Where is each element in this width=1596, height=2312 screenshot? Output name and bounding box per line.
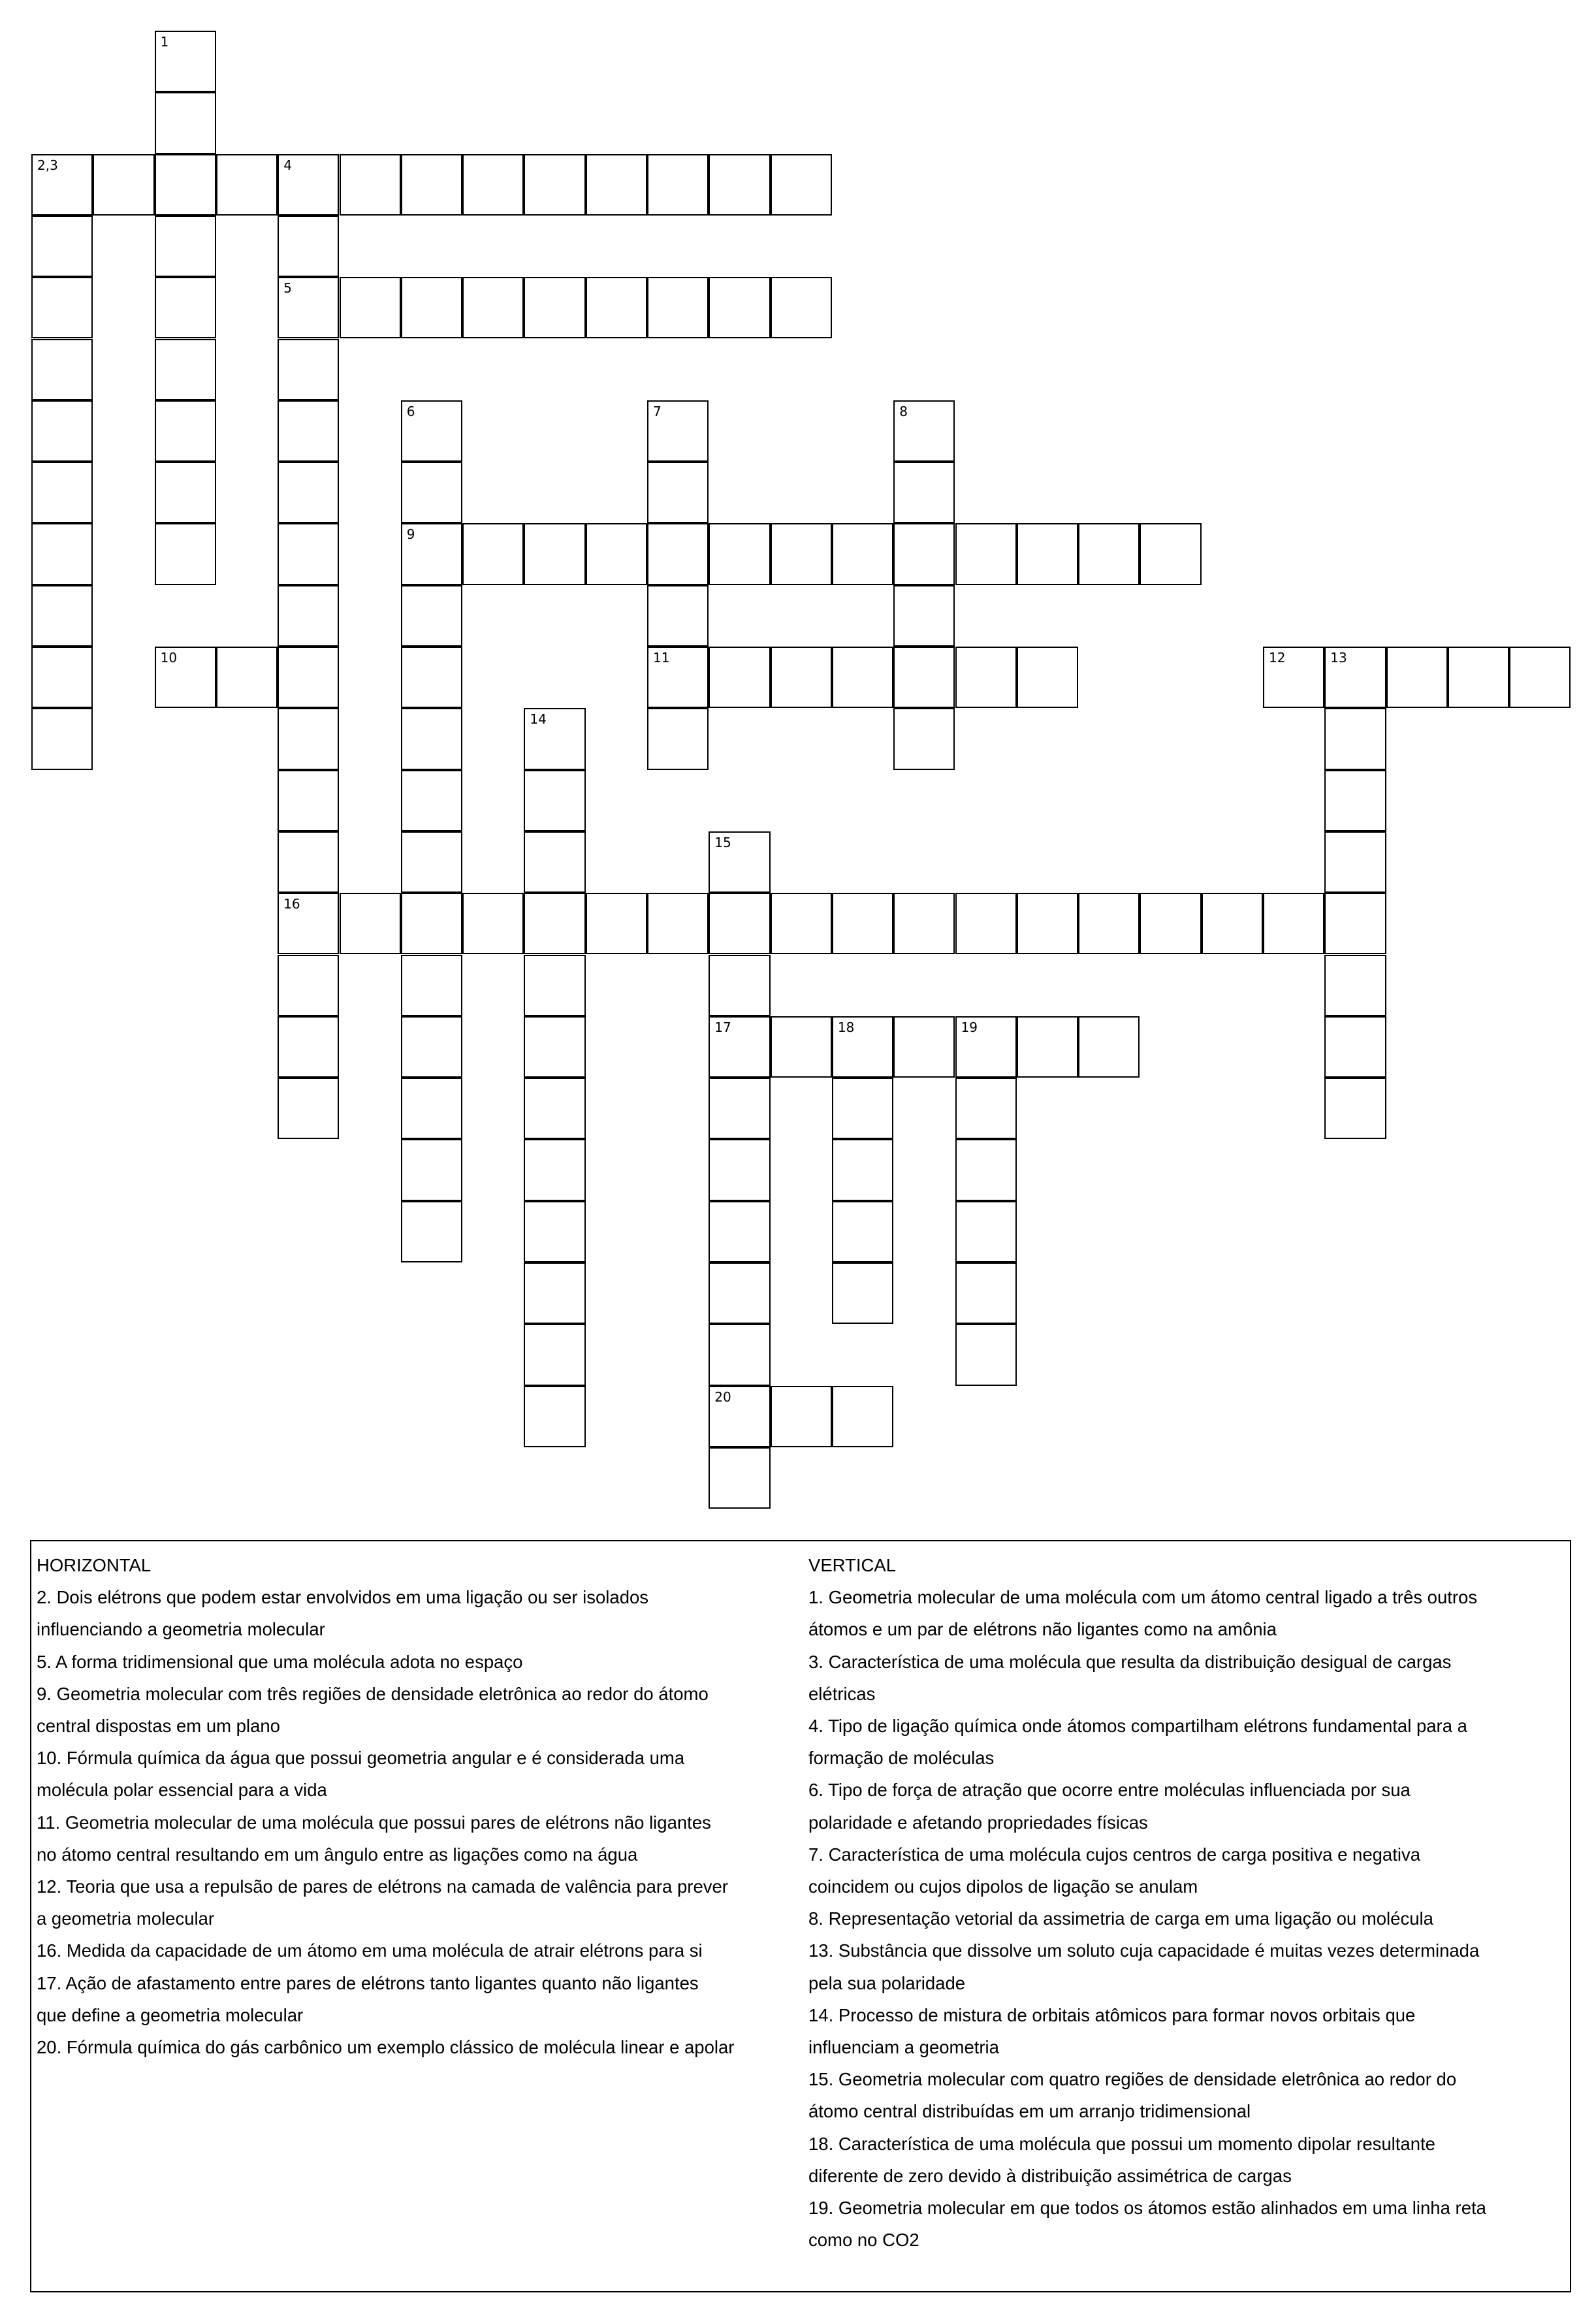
clue-line: 19. Geometria molecular em que todos os átomos estão alinhados em uma linha reta <box>808 2198 1486 2219</box>
clue-line: 2. Dois elétrons que podem estar envolvidos em uma ligação ou ser isolados <box>37 1587 649 1608</box>
grid-cell[interactable] <box>647 893 709 954</box>
grid-cell[interactable] <box>524 1201 585 1262</box>
grid-cell[interactable] <box>955 893 1017 954</box>
grid-cell[interactable] <box>278 462 339 523</box>
grid-cell[interactable] <box>278 647 339 708</box>
clue-number: 17 <box>714 1019 731 1035</box>
clue-line: 14. Processo de mistura de orbitais atômicos para formar novos orbitais que <box>808 2004 1416 2025</box>
grid-cell[interactable] <box>955 1078 1017 1139</box>
clue-line: diferente de zero devido à distribuição assimétrica de cargas <box>808 2165 1292 2186</box>
clues-box <box>30 1540 1571 2292</box>
grid-cell[interactable] <box>1324 708 1386 769</box>
grid-cell[interactable] <box>278 831 339 893</box>
grid-cell[interactable] <box>524 1262 585 1324</box>
clue-line: como no CO2 <box>808 2230 919 2251</box>
grid-cell[interactable] <box>31 647 93 708</box>
grid-cell[interactable] <box>278 277 339 338</box>
clue-line: 20. Fórmula química do gás carbônico um exemplo clássico de molécula linear e apolar <box>37 2037 735 2058</box>
grid-cell[interactable] <box>893 893 955 954</box>
grid-cell[interactable] <box>1386 647 1448 708</box>
grid-cell[interactable] <box>955 1139 1017 1200</box>
grid-cell[interactable] <box>1509 647 1571 708</box>
grid-cell[interactable] <box>709 523 770 585</box>
clue-line: formação de moléculas <box>808 1748 995 1769</box>
vertical-clues <box>808 1549 1566 2256</box>
grid-cell[interactable] <box>647 277 709 338</box>
clue-line: 18. Característica de uma molécula que possui um momento dipolar resultante <box>808 2133 1435 2154</box>
clue-line: 8. Representação vetorial da assimetria de carga em uma ligação ou molécula <box>808 1908 1433 1929</box>
grid-cell[interactable] <box>1078 523 1140 585</box>
clue-number: 14 <box>530 711 547 728</box>
clue-number: 6 <box>406 403 415 419</box>
grid-cell[interactable] <box>31 277 93 338</box>
grid-cell[interactable] <box>340 277 401 338</box>
clue-line: 1. Geometria molecular de uma molécula com um átomo central ligado a três outros <box>808 1587 1478 1608</box>
grid-cell[interactable] <box>1324 955 1386 1016</box>
clue-line: que define a geometria molecular <box>37 2004 304 2025</box>
clue-line: 15. Geometria molecular com quatro regiões de densidade eletrônica ao redor do <box>808 2069 1457 2090</box>
grid-cell[interactable] <box>278 1016 339 1078</box>
clue-line: 12. Teoria que usa a repulsão de pares de elétrons na camada de valência para prever <box>37 1876 728 1897</box>
grid-cell[interactable] <box>401 523 462 585</box>
grid-cell[interactable] <box>340 893 401 954</box>
grid-cell[interactable] <box>893 585 955 647</box>
grid-cell[interactable] <box>771 277 832 338</box>
clue-line: influenciando a geometria molecular <box>37 1619 325 1640</box>
clue-number: 2,3 <box>37 157 58 173</box>
clue-line: 10. Fórmula química da água que possui geometria angular e é considerada uma <box>37 1748 685 1769</box>
grid-cell[interactable] <box>278 893 339 954</box>
grid-cell[interactable] <box>524 708 585 769</box>
grid-cell[interactable] <box>709 1016 770 1078</box>
grid-cell[interactable] <box>1140 893 1201 954</box>
grid-cell[interactable] <box>647 462 709 523</box>
grid-cell[interactable] <box>647 154 709 216</box>
grid-cell[interactable] <box>1324 1078 1386 1139</box>
grid-cell[interactable] <box>524 1016 585 1078</box>
grid-cell[interactable] <box>401 585 462 647</box>
grid-cell[interactable] <box>216 647 278 708</box>
grid-cell[interactable] <box>401 154 462 216</box>
clue-line: polaridade e afetando propriedades físicas <box>808 1812 1148 1833</box>
grid-cell[interactable] <box>832 1201 893 1262</box>
grid-cell[interactable] <box>278 585 339 647</box>
clue-line: coincidem ou cujos dipolos de ligação se anulam <box>808 1876 1198 1897</box>
clue-line: 13. Substância que dissolve um soluto cuja capacidade é muitas vezes determinada <box>808 1940 1480 1961</box>
grid-cell[interactable] <box>524 770 585 831</box>
grid-cell[interactable] <box>955 523 1017 585</box>
grid-cell[interactable] <box>155 277 216 338</box>
clue-line: 9. Geometria molecular com três regiões de densidade eletrônica ao redor do átomo <box>37 1683 709 1704</box>
grid-cell[interactable] <box>647 708 709 769</box>
grid-cell[interactable] <box>1017 1016 1078 1078</box>
clue-number: 7 <box>653 403 662 419</box>
grid-cell[interactable] <box>1202 893 1263 954</box>
grid-cell[interactable] <box>586 523 647 585</box>
grid-cell[interactable] <box>31 154 93 216</box>
clue-line: 6. Tipo de força de atração que ocorre entre moléculas influenciada por sua <box>808 1780 1411 1801</box>
clue-number: 13 <box>1330 650 1347 666</box>
grid-cell[interactable] <box>1140 523 1201 585</box>
grid-cell[interactable] <box>832 893 893 954</box>
grid-cell[interactable] <box>709 1201 770 1262</box>
grid-cell[interactable] <box>1263 893 1324 954</box>
grid-cell[interactable] <box>955 647 1017 708</box>
grid-cell[interactable] <box>155 216 216 277</box>
grid-cell[interactable] <box>709 1447 770 1509</box>
grid-cell[interactable] <box>1017 523 1078 585</box>
grid-cell[interactable] <box>709 1139 770 1200</box>
clue-line: átomo central distribuídas em um arranjo tridimensional <box>808 2101 1251 2122</box>
grid-cell[interactable] <box>1324 893 1386 954</box>
grid-cell[interactable] <box>278 955 339 1016</box>
clue-line: 3. Característica de uma molécula que resulta da distribuição desigual de cargas <box>808 1651 1452 1672</box>
grid-cell[interactable] <box>647 647 709 708</box>
grid-cell[interactable] <box>586 154 647 216</box>
grid-cell[interactable] <box>401 955 462 1016</box>
clue-number: 9 <box>406 526 415 543</box>
clue-number: 12 <box>1269 650 1286 666</box>
grid-cell[interactable] <box>401 400 462 462</box>
clue-line: átomos e um par de elétrons não ligantes como na amônia <box>808 1619 1277 1640</box>
grid-cell[interactable] <box>462 154 524 216</box>
grid-cell[interactable] <box>155 31 216 92</box>
grid-cell[interactable] <box>524 154 585 216</box>
grid-cell[interactable] <box>955 1262 1017 1324</box>
horizontal-clues <box>37 1549 801 2063</box>
clue-number: 20 <box>714 1389 731 1405</box>
grid-cell[interactable] <box>1078 1016 1140 1078</box>
clue-line: 4. Tipo de ligação química onde átomos compartilham elétrons fundamental para a <box>808 1716 1467 1737</box>
grid-cell[interactable] <box>709 1262 770 1324</box>
grid-cell[interactable] <box>401 1201 462 1262</box>
grid-cell[interactable] <box>832 647 893 708</box>
clue-number: 18 <box>837 1019 855 1035</box>
clue-line: 7. Característica de uma molécula cujos centros de carga positiva e negativa <box>808 1844 1421 1865</box>
grid-cell[interactable] <box>832 1016 893 1078</box>
grid-cell[interactable] <box>401 1139 462 1200</box>
grid-cell[interactable] <box>216 154 278 216</box>
clue-line: 16. Medida da capacidade de um átomo em uma molécula de atrair elétrons para si <box>37 1940 703 1961</box>
grid-cell[interactable] <box>155 339 216 400</box>
clue-line: molécula polar essencial para a vida <box>37 1780 327 1801</box>
grid-cell[interactable] <box>462 893 524 954</box>
grid-cell[interactable] <box>832 523 893 585</box>
grid-cell[interactable] <box>1017 647 1078 708</box>
grid-cell[interactable] <box>524 955 585 1016</box>
clue-number: 8 <box>899 403 908 419</box>
grid-cell[interactable] <box>1324 770 1386 831</box>
grid-cell[interactable] <box>401 647 462 708</box>
grid-cell[interactable] <box>31 216 93 277</box>
grid-cell[interactable] <box>709 647 770 708</box>
clue-number: 11 <box>653 650 670 666</box>
clue-number: 19 <box>961 1019 978 1035</box>
grid-cell[interactable] <box>155 400 216 462</box>
clue-line: influenciam a geometria <box>808 2037 999 2058</box>
grid-cell[interactable] <box>155 154 216 216</box>
grid-cell[interactable] <box>893 647 955 708</box>
grid-cell[interactable] <box>586 893 647 954</box>
grid-cell[interactable] <box>31 400 93 462</box>
grid-cell[interactable] <box>401 893 462 954</box>
grid-cell[interactable] <box>401 277 462 338</box>
grid-cell[interactable] <box>893 462 955 523</box>
grid-cell[interactable] <box>31 523 93 585</box>
grid-cell[interactable] <box>31 585 93 647</box>
clue-number: 15 <box>714 834 731 850</box>
grid-cell[interactable] <box>155 647 216 708</box>
grid-cell[interactable] <box>524 1386 585 1447</box>
clue-line: central dispostas em um plano <box>37 1716 280 1737</box>
clue-heading: HORIZONTAL <box>37 1555 152 1575</box>
grid-cell[interactable] <box>401 770 462 831</box>
grid-cell[interactable] <box>893 1016 955 1078</box>
clue-line: pela sua polaridade <box>808 1972 966 1993</box>
grid-cell[interactable] <box>401 1078 462 1139</box>
grid-cell[interactable] <box>462 277 524 338</box>
grid-cell[interactable] <box>401 1016 462 1078</box>
grid-cell[interactable] <box>278 523 339 585</box>
grid-cell[interactable] <box>832 1078 893 1139</box>
grid-cell[interactable] <box>401 708 462 769</box>
grid-cell[interactable] <box>771 154 832 216</box>
grid-cell[interactable] <box>524 1078 585 1139</box>
grid-cell[interactable] <box>278 339 339 400</box>
clue-line: 11. Geometria molecular de uma molécula que possui pares de elétrons não ligantes <box>37 1812 711 1833</box>
grid-cell[interactable] <box>955 1201 1017 1262</box>
grid-cell[interactable] <box>524 523 585 585</box>
grid-cell[interactable] <box>524 893 585 954</box>
grid-cell[interactable] <box>278 154 339 216</box>
grid-cell[interactable] <box>31 339 93 400</box>
grid-cell[interactable] <box>709 154 770 216</box>
grid-cell[interactable] <box>1448 647 1509 708</box>
grid-cell[interactable] <box>462 523 524 585</box>
clue-line: 17. Ação de afastamento entre pares de elétrons tanto ligantes quanto não ligantes <box>37 1972 699 1993</box>
grid-cell[interactable] <box>278 216 339 277</box>
grid-cell[interactable] <box>155 523 216 585</box>
grid-cell[interactable] <box>771 647 832 708</box>
grid-cell[interactable] <box>647 523 709 585</box>
grid-cell[interactable] <box>709 1386 770 1447</box>
grid-cell[interactable] <box>524 1139 585 1200</box>
grid-cell[interactable] <box>155 92 216 153</box>
grid-cell[interactable] <box>709 893 770 954</box>
grid-cell[interactable] <box>524 277 585 338</box>
clue-number: 4 <box>283 157 292 173</box>
grid-cell[interactable] <box>832 1139 893 1200</box>
grid-cell[interactable] <box>709 1078 770 1139</box>
grid-cell[interactable] <box>647 585 709 647</box>
grid-cell[interactable] <box>771 1016 832 1078</box>
grid-cell[interactable] <box>893 523 955 585</box>
clue-line: no átomo central resultando em um ângulo entre as ligações como na água <box>37 1844 638 1865</box>
grid-cell[interactable] <box>647 400 709 462</box>
grid-cell[interactable] <box>771 523 832 585</box>
grid-cell[interactable] <box>709 831 770 893</box>
grid-cell[interactable] <box>1324 831 1386 893</box>
grid-cell[interactable] <box>832 1262 893 1324</box>
clue-line: a geometria molecular <box>37 1908 215 1929</box>
clue-number: 10 <box>160 650 178 666</box>
grid-cell[interactable] <box>278 770 339 831</box>
grid-cell[interactable] <box>401 462 462 523</box>
grid-cell[interactable] <box>1078 893 1140 954</box>
grid-cell[interactable] <box>1017 893 1078 954</box>
grid-cell[interactable] <box>955 1016 1017 1078</box>
grid-cell[interactable] <box>278 1078 339 1139</box>
grid-cell[interactable] <box>340 154 401 216</box>
grid-cell[interactable] <box>524 1324 585 1385</box>
clue-line: elétricas <box>808 1683 876 1704</box>
clue-heading: VERTICAL <box>808 1555 896 1575</box>
grid-cell[interactable] <box>1324 1016 1386 1078</box>
grid-cell[interactable] <box>709 955 770 1016</box>
grid-cell[interactable] <box>155 462 216 523</box>
grid-cell[interactable] <box>771 893 832 954</box>
grid-cell[interactable] <box>401 831 462 893</box>
grid-cell[interactable] <box>524 831 585 893</box>
clue-number: 5 <box>283 280 292 297</box>
grid-cell[interactable] <box>709 277 770 338</box>
grid-cell[interactable] <box>771 1386 832 1447</box>
grid-cell[interactable] <box>1263 647 1324 708</box>
grid-cell[interactable] <box>893 708 955 769</box>
grid-cell[interactable] <box>278 708 339 769</box>
grid-cell[interactable] <box>586 277 647 338</box>
grid-cell[interactable] <box>1324 647 1386 708</box>
grid-cell[interactable] <box>93 154 154 216</box>
clue-number: 16 <box>283 896 300 912</box>
grid-cell[interactable] <box>709 1324 770 1385</box>
clue-line: 5. A forma tridimensional que uma molécula adota no espaço <box>37 1651 523 1672</box>
grid-cell[interactable] <box>31 462 93 523</box>
grid-cell[interactable] <box>955 1324 1017 1385</box>
clue-number: 1 <box>160 34 169 50</box>
grid-cell[interactable] <box>893 400 955 462</box>
grid-cell[interactable] <box>832 1386 893 1447</box>
grid-cell[interactable] <box>278 400 339 462</box>
grid-cell[interactable] <box>31 708 93 769</box>
